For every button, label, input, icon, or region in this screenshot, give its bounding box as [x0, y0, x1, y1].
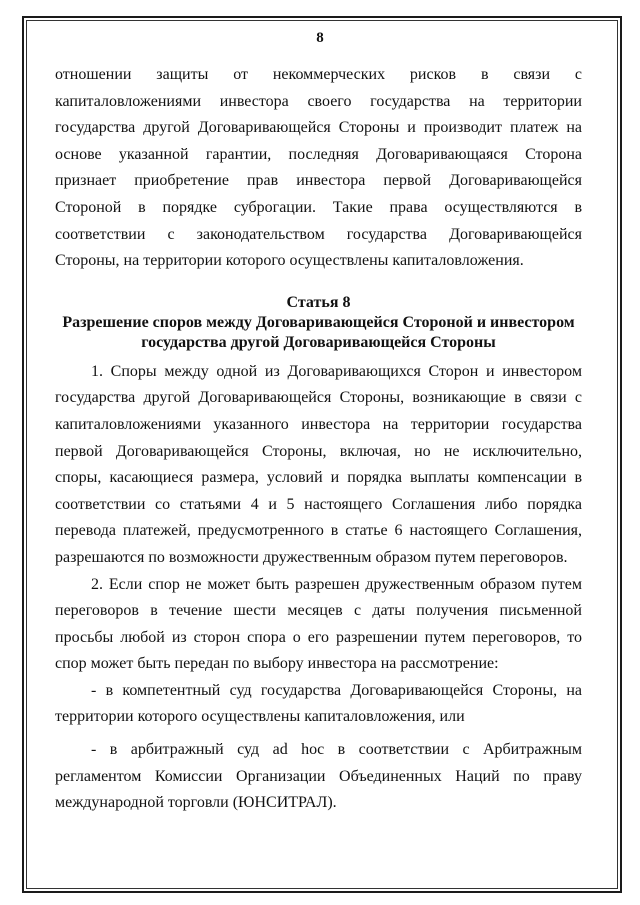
document-body: [55, 62, 582, 817]
paragraph-1: [55, 359, 582, 572]
text-line: первой Договаривающейся Стороны, включая, но не исключительно,: [55, 442, 582, 460]
page-number: 8: [316, 30, 324, 46]
text-line: - в компетентный суд государства Договаривающейся Стороны, на: [91, 681, 582, 699]
text-line: основе указанной гарантии, последняя Договаривающаяся Сторона: [55, 145, 582, 163]
text-line: государства другой Договаривающейся Стороны и производит платеж на: [55, 119, 582, 137]
text-line: признает приобретение прав инвестора первой Договаривающейся: [55, 172, 582, 190]
text-line: спор может быть передан по выбору инвестора на рассмотрение:: [55, 655, 499, 673]
text-line: отношении защиты от некоммерческих рисков в связи с: [55, 66, 582, 83]
text-line: Стороны, на территории которого осуществлены капиталовложения.: [55, 252, 524, 270]
text-line: 2. Если спор не может быть разрешен дружественным образом путем: [91, 575, 582, 593]
text-line: территории которого осуществлены капиталовложения, или: [55, 708, 465, 726]
text-line: - в арбитражный суд ad hoc в соответствии с Арбитражным: [91, 741, 582, 759]
text-line: капиталовложениями инвестора своего государства на территории: [55, 92, 582, 110]
article-heading-line2: государства другой Договаривающейся Стороны: [141, 333, 496, 351]
text-line: международной торговли (ЮНСИТРАЛ).: [55, 794, 337, 812]
text-line: соответствии с законодательством государства Договаривающейся: [55, 225, 582, 243]
text-line: Стороной в порядке суброгации. Такие права осуществляются в: [55, 198, 582, 216]
paragraph-2: [55, 572, 582, 678]
list-item-court: [55, 678, 582, 731]
text-line: разрешаются по возможности дружественным образом путем переговоров.: [55, 548, 568, 566]
text-line: соответствии со статьями 4 и 5 настоящего Соглашения либо порядка: [55, 495, 582, 513]
text-line: споры, касающиеся размера, условий и порядка выплаты компенсации в: [55, 469, 582, 487]
text-line: регламентом Комиссии Организации Объединенных Наций по праву: [55, 767, 582, 785]
text-line: перевода платежей, предусмотренного в статье 6 настоящего Соглашения,: [55, 522, 582, 540]
text-line: государства другой Договаривающейся Стороны, возникающие в связи с: [55, 389, 582, 407]
article-heading-line1: Разрешение споров между Договаривающейся Стороной и инвестором: [62, 313, 575, 331]
list-item-arbitration: [55, 737, 582, 817]
text-line: капиталовложениями указанного инвестора на территории государства: [55, 415, 582, 433]
text-line: просьбы любой из сторон спора о его разрешении путем переговоров, то: [55, 628, 582, 646]
text-line: переговоров в течение шести месяцев с даты получения письменной: [55, 602, 582, 620]
article-title: Статья 8: [286, 293, 351, 311]
intro-paragraph: [55, 62, 582, 275]
text-line: 1. Споры между одной из Договаривающихся Сторон и инвестором: [91, 362, 582, 380]
